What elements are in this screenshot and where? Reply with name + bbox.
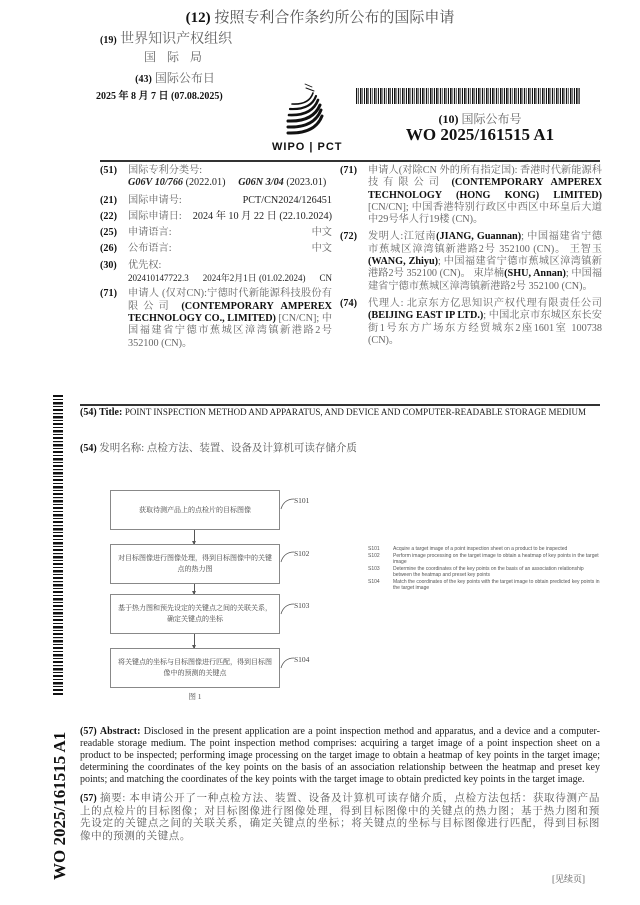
inid-code: (25) — [100, 227, 117, 239]
title-text-cn: 点检方法、装置、设备及计算机可读存储介质 — [146, 443, 357, 454]
leader-line-icon — [280, 497, 296, 511]
field-22-filing-date — [100, 211, 332, 223]
title-cn — [80, 440, 600, 455]
inid-code: (72) — [340, 231, 357, 243]
ipc-class: G06N 3/04 — [238, 177, 284, 189]
legend-item — [368, 566, 600, 579]
leader-line-icon — [280, 550, 296, 564]
continued-note: [见续页] — [552, 874, 585, 884]
inid-code: (71) — [340, 165, 357, 176]
ipc-version: (2022.01) — [185, 177, 226, 189]
figure-1-flowchart — [100, 485, 350, 700]
inid-code-10: (10) — [438, 112, 459, 126]
inventor-name-cn: 束岸楠 — [473, 268, 505, 280]
field-value: 2024 年 10 月 22 日 (22.10.2024) — [192, 210, 332, 222]
legend-key: S101 — [368, 546, 380, 552]
abstract-en — [80, 726, 600, 786]
agent-address: ; 中国北京市东城区东长安街1号东方广场东方经贸城东2座1601室 100738 (CN)。 — [368, 310, 602, 346]
field-71-applicant-cn — [100, 288, 332, 349]
legend-text: Perform image processing on the target image to obtain a heatmap of key points in the target image — [393, 552, 599, 566]
title-label-cn: 发明名称: — [99, 443, 145, 454]
abstract-label-cn: 摘要: — [100, 793, 126, 804]
applicant-address: [CN/CN]; 中国香港特别行政区中西区中环皇后大道中29号华人行19楼 (CN)。 — [368, 201, 602, 226]
flow-step-s101: 获取待测产品上的点检片的目标图像 — [110, 490, 280, 530]
agent-name: (BEIJING EAST IP LTD.) — [368, 310, 484, 322]
ipc-class: G06V 10/766 — [128, 177, 184, 189]
biblio-right-column — [340, 165, 602, 350]
inid-code-57: (57) — [80, 726, 97, 737]
field-71-applicant-other — [340, 165, 602, 226]
barcode-side — [53, 395, 63, 695]
figure-legend — [368, 546, 600, 592]
inid-code: (74) — [340, 297, 357, 309]
barcode-top — [356, 88, 580, 104]
inid-code-19: (19) — [100, 35, 117, 46]
field-label: 申请语言: — [128, 227, 172, 239]
field-26-pub-language — [100, 243, 332, 255]
figure-caption: 图 1 — [188, 692, 202, 701]
document-type: 按照专利合作条约所公布的国际申请 — [214, 10, 455, 26]
field-label: 公布语言: — [128, 243, 172, 255]
inid-code: (21) — [100, 194, 117, 206]
inventor-name-cn: 江冠南 — [403, 231, 437, 243]
abstract-text-cn: 本申请公开了一种点检方法、装置、设备及计算机可读存储介质，点检方法包括：获取待测产品上的点检片的目标图像；对目标图像进行图像处理，得到目标图像中的关键点的热力图；基于热力图和预先设定的关键点之间的关联关系，确定关键点的坐标；将关键点的坐标与目标图像进行匹配，得到目标图像中的预测的关键点。 — [80, 793, 600, 842]
flow-step-s102: 对目标图像进行图像处理，得到目标图像中的关键点的热力图 — [110, 544, 280, 584]
field-label: 国际申请号: — [128, 194, 182, 206]
inventor-name-en: (WANG, Zhiyu) — [368, 256, 439, 268]
agent-prefix: 代理人: 北京东方亿思知识产权代理有限责任公司 — [368, 297, 602, 309]
inventor-address: ; 中国福建省宁德市蕉城区漳湾镇新港路2号 352100 (CN)。 — [368, 231, 602, 255]
ipc-version: (2023.01) — [286, 177, 327, 189]
organization-sub: 国 际 局 — [143, 50, 206, 64]
office-block — [96, 28, 250, 102]
biblio-left-column — [100, 165, 332, 353]
priority-number: 202410147722.3 — [128, 273, 189, 284]
inid-code-54: (54) — [80, 443, 97, 454]
inid-code-54: (54) — [80, 407, 97, 418]
step-label: S101 — [294, 496, 310, 505]
field-25-filing-language — [100, 227, 332, 239]
field-value: 中文 — [311, 243, 332, 255]
legend-key: S102 — [368, 552, 380, 559]
side-pub-number — [48, 700, 70, 880]
field-51-ipc — [100, 165, 332, 190]
legend-text: Match the coordinates of the key points with the target image to obtain predicted key points in the target image — [393, 578, 600, 592]
document-type-heading — [0, 6, 640, 27]
applicant-name: (CONTEMPORARY AMPEREX TECHNOLOGY CO., LIMITED) — [128, 300, 333, 324]
legend-item — [368, 546, 600, 552]
applicant-prefix: 申请人(对除CN 外的所有指定国): 香港时代新能源科技有限公司 — [368, 165, 602, 189]
organization-name: 世界知识产权组织 — [120, 32, 233, 47]
field-label: 国际专利分类号: — [128, 165, 203, 176]
field-label: 优先权: — [128, 259, 162, 271]
inventor-name-en: (JIANG, Guannan) — [436, 231, 522, 243]
title-text-en: POINT INSPECTION METHOD AND APPARATUS, AND DEVICE AND COMPUTER-READABLE STORAGE MEDIUM — [124, 407, 586, 417]
field-label: 国际申请日: — [128, 210, 182, 222]
flow-arrow — [194, 530, 195, 544]
priority-country: CN — [319, 273, 332, 284]
inid-code: (51) — [100, 165, 117, 176]
applicant-address: [CN/CN]; 中国福建省宁德市蕉城区漳湾镇新港路2号 352100 (CN)。 — [128, 312, 333, 349]
abstract-text-en: Disclosed in the present application are a point inspection method and apparatus, and a device and a computer-readable storage medium. The point inspection method comprises: acquiring a target image of a point inspection sheet on a product to be inspected; performing image processing on the target image to obtain a heatmap of key points in the target image; determining the coordinates of the key points on the basis of an association relationship between the heatmap and preset key points; and matching the coordinates of the key points with the target image to obtain predicted key points in the target image. — [80, 726, 600, 786]
priority-date: 2024年2月1日 (01.02.2024) — [202, 273, 306, 284]
field-value: 中文 — [311, 227, 332, 239]
step-label: S103 — [294, 601, 310, 610]
legend-item — [368, 579, 600, 592]
legend-text: Acquire a target image of a point inspection sheet on a product to be inspected — [393, 546, 568, 552]
legend-key: S103 — [368, 565, 380, 572]
legend-text: Determine the coordinates of the key points on the basis of an association relationship between the heatmap and preset key points — [393, 565, 584, 579]
step-label: S104 — [294, 655, 310, 664]
inventor-address: ; 中国福建省宁德市蕉城区漳湾镇新港路2号 352100 (CN)。 — [368, 268, 603, 292]
step-label: S102 — [294, 549, 310, 558]
inid-code: (30) — [100, 259, 117, 271]
inid-code: (26) — [100, 243, 117, 255]
inventors-prefix: 发明人: — [368, 231, 404, 243]
header-divider — [100, 160, 600, 162]
leader-line-icon — [280, 656, 296, 670]
applicant-name: (CONTEMPORARY AMPEREX TECHNOLOGY (HONG KONG) LIMITED) — [368, 177, 603, 201]
title-label: Title: — [99, 407, 123, 418]
wipo-pct-logo — [270, 78, 360, 156]
flow-step-s103: 基于热力图和预先设定的关键点之间的关联关系，确定关键点的坐标 — [110, 594, 280, 634]
inid-code: (22) — [100, 210, 117, 222]
pub-number-label-text: 国际公布号 — [461, 112, 522, 126]
inid-code-12: (12) — [185, 10, 211, 26]
title-en — [80, 407, 600, 419]
pub-date-label: 国际公布日 — [154, 71, 215, 85]
legend-key: S104 — [368, 578, 380, 585]
inventor-address: ; 中国福建省宁德市蕉城区漳湾镇新港路2号 352100 (CN)。 — [368, 256, 602, 280]
field-30-priority — [100, 260, 332, 285]
inventor-name-cn: 王智玉 — [569, 243, 603, 255]
side-pub-number-text: WO 2025/161515 A1 — [50, 731, 69, 880]
leader-line-icon — [280, 602, 296, 616]
abstract-label: Abstract: — [99, 726, 141, 737]
logo-text: WIPO | PCT — [272, 141, 343, 153]
legend-item — [368, 553, 600, 566]
field-value: PCT/CN2024/126451 — [242, 194, 332, 206]
flow-step-s104: 将关键点的坐标与目标图像进行匹配，得到目标图像中的预测的关键点 — [110, 648, 280, 688]
pub-number: WO 2025/161515 A1 — [405, 125, 555, 144]
title-divider — [80, 404, 600, 406]
inid-code-43: (43) — [135, 74, 152, 85]
inid-code-57: (57) — [80, 793, 97, 804]
flow-arrow — [194, 634, 195, 648]
applicant-prefix: 申请人 (仅对CN):宁德时代新能源科技股份有限公司 — [128, 288, 332, 312]
flow-arrow — [194, 584, 195, 594]
pub-date: 2025 年 8 月 7 日 (07.08.2025) — [96, 91, 223, 102]
inventor-name-en: (SHU, Annan) — [504, 268, 566, 280]
field-21-app-number — [100, 195, 332, 207]
abstract-cn — [80, 793, 600, 843]
field-72-inventors — [340, 231, 602, 292]
inid-code: (71) — [100, 288, 117, 300]
field-74-agent — [340, 298, 602, 347]
